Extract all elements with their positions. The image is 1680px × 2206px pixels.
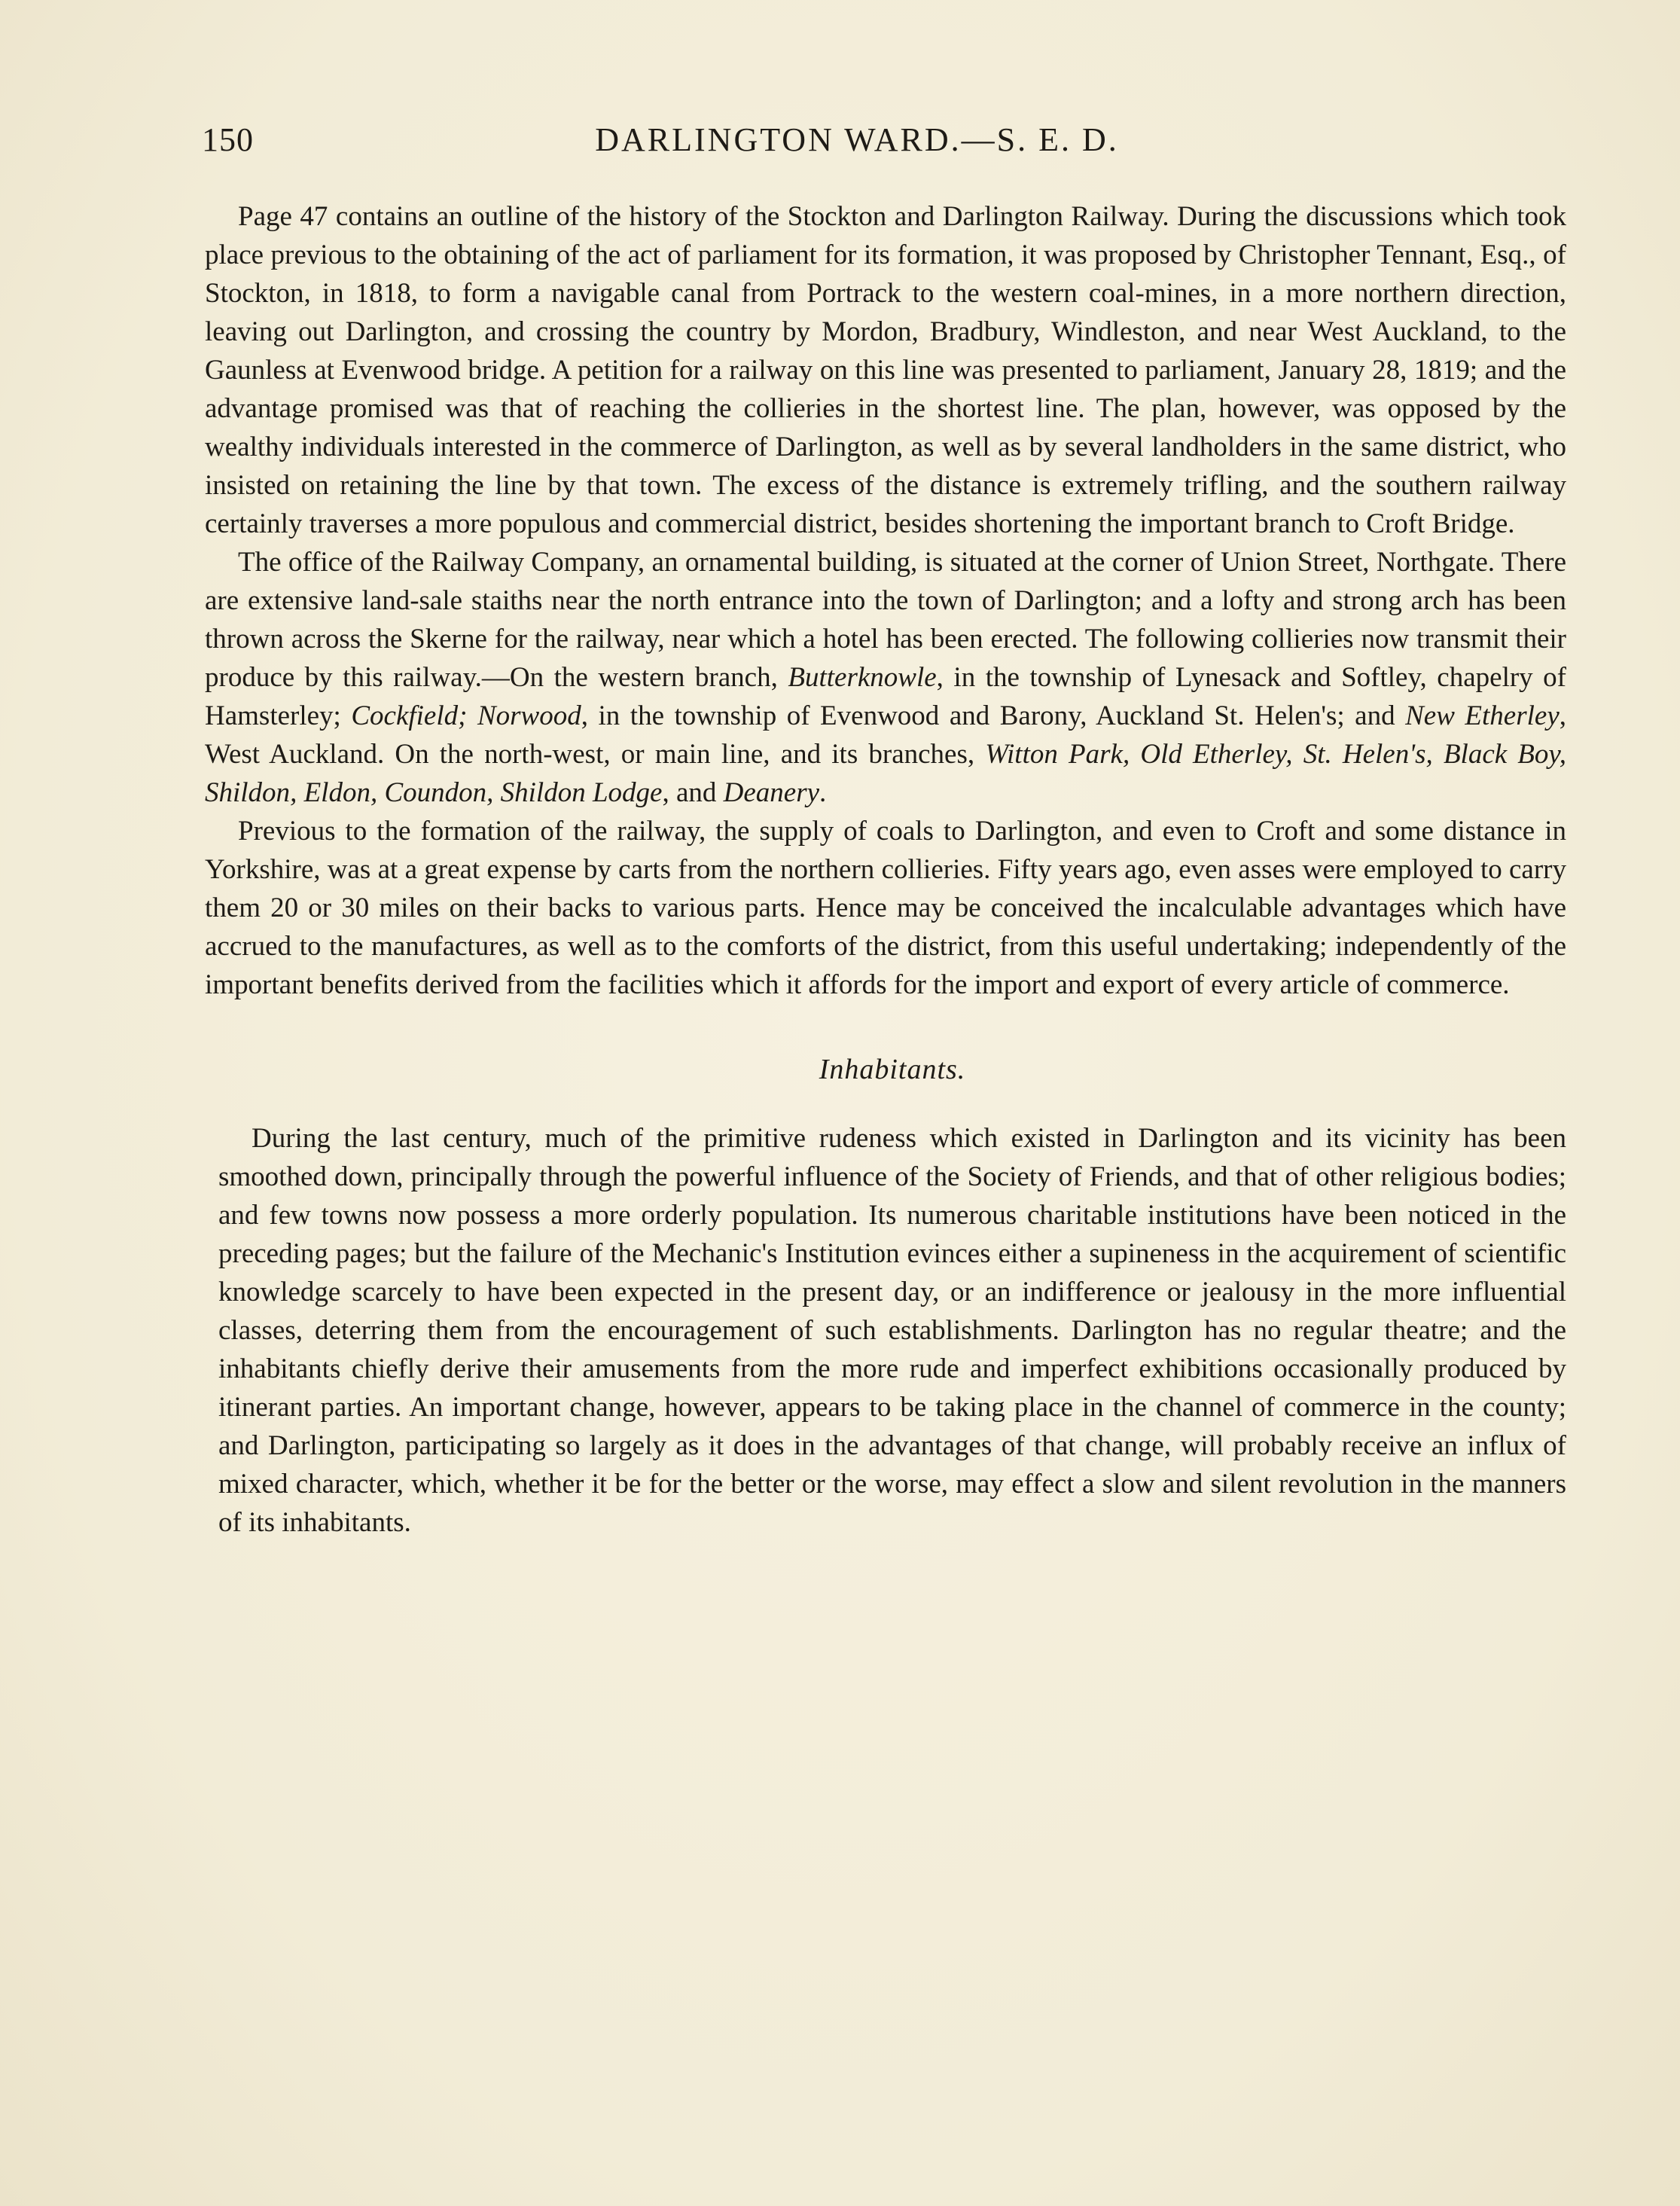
separator: , [486, 777, 501, 808]
separator: ; [458, 700, 477, 731]
colliery-name: Shildon Lodge [500, 777, 663, 808]
paragraph-railway-office [205, 543, 1566, 812]
paragraph-text: , in the township of Evenwood and Barony, Auckland St. Helen's; and [581, 700, 1406, 731]
colliery-name: Eldon [303, 777, 370, 808]
paragraph-text: , West Auckland. On the north-west, or main line, and its branches, [205, 700, 1566, 770]
paragraph-text: , and [662, 777, 724, 808]
running-head [202, 121, 1557, 173]
colliery-name: New Etherley [1405, 700, 1560, 731]
paragraph-inhabitants: During the last century, much of the primitive rudeness which existed in Darlington and its vicinity has been smoothed down, principally through the powerful influence of the Society of Friends, and that of other religious bodies; and few towns now possess a more orderly population. Its numerous charitable institutions have been noticed in the preceding pages; but the failure of the Mechanic's Institution evinces either a supineness in the acquirement of scientific knowledge scarcely to have been expected in the present day, or an indifference or jealousy in the more influential classes, deterring them from the encouragement of such establishments. Darlington has no regular theatre; and the inhabitants chiefly derive their amusements from the more rude and imperfect exhibitions occasionally produced by itinerant parties. An important change, however, appears to be taking place in the channel of commerce in the county; and Darlington, participating so largely as it does in the advantages of that change, will probably receive an influx of mixed character, which, whether it be for the better or the worse, may effect a slow and silent revolution in the manners of its inhabitants. [218, 1123, 1566, 1538]
page-number: 150 [202, 121, 254, 158]
colliery-name: Shildon [205, 777, 291, 808]
page-body [205, 197, 1566, 1542]
paragraph-railway-history: Page 47 contains an outline of the history of the Stockton and Darlington Railway. During the discussions which took place previous to the obtaining of the act of parliament for its formation, it was proposed by Christopher Tennant, Esq., of Stockton, in 1818, to form a navigable canal from Portrack to the western coal-mines, in a more northern direction, leaving out Darlington, and crossing the country by Mordon, Bradbury, Windleston, and near West Auckland, to the Gaunless at Evenwood bridge. A petition for a railway on this line was presented to parliament, January 28, 1819; and the advantage promised was that of reaching the collieries in the shortest line. The plan, however, was opposed by the wealthy individuals interested in the commerce of Darlington, as well as by several landholders in the same district, who insisted on retaining the line by that town. The excess of the distance is extremely trifling, and the southern railway certainly traverses a more populous and commercial district, besides shortening the important branch to Croft Bridge. [205, 201, 1566, 539]
colliery-name: Witton Park [985, 739, 1123, 770]
separator: , [1285, 739, 1303, 770]
colliery-name: Cockfield [351, 700, 459, 731]
section-heading: Inhabitants. [819, 1054, 966, 1085]
colliery-name: Butterknowle [788, 662, 937, 693]
paragraph-text: , in the township of Lynesack and Softley, chapelry of Hamsterley; [205, 662, 1566, 731]
running-title: DARLINGTON WARD.—S. E. D. [595, 121, 1119, 158]
colliery-name: St. Helen's [1303, 739, 1426, 770]
inhabitants-section [218, 1051, 1566, 1542]
separator: , [1425, 739, 1444, 770]
colliery-name: Coundon [384, 777, 487, 808]
separator: , [1559, 739, 1567, 770]
colliery-name: Norwood [477, 700, 581, 731]
paragraph-text: . [819, 777, 827, 808]
separator: , [1122, 739, 1141, 770]
paragraph-coal-supply: Previous to the formation of the railway, the supply of coals to Darlington, and even to Croft and some distance in Yorkshire, was at a great expense by carts from the northern collieries. Fifty years ago, even asses were employed to carry them 20 or 30 miles on their backs to various parts. Hence may be conceived the incalculable advantages which have accrued to the manufactures, as well as to the comforts of the district, from this useful undertaking; independently of the important benefits derived from the facilities which it affords for the import and export of every article of commerce. [205, 816, 1566, 1000]
colliery-name: Black Boy [1443, 739, 1560, 770]
colliery-name: Deanery [723, 777, 820, 808]
separator: , [370, 777, 385, 808]
colliery-name: Old Etherley [1140, 739, 1286, 770]
paragraph-text: The office of the Railway Company, an ornamental building, is situated at the corner of Union Street, Northgate. There are extensive land-sale staiths near the north entrance into the town of Darlington; and a lofty and strong arch has been thrown across the Skerne for the railway, near which a hotel has been erected. The following collieries now transmit their produce by this railway.—On the western branch, [205, 547, 1566, 693]
separator: , [290, 777, 304, 808]
